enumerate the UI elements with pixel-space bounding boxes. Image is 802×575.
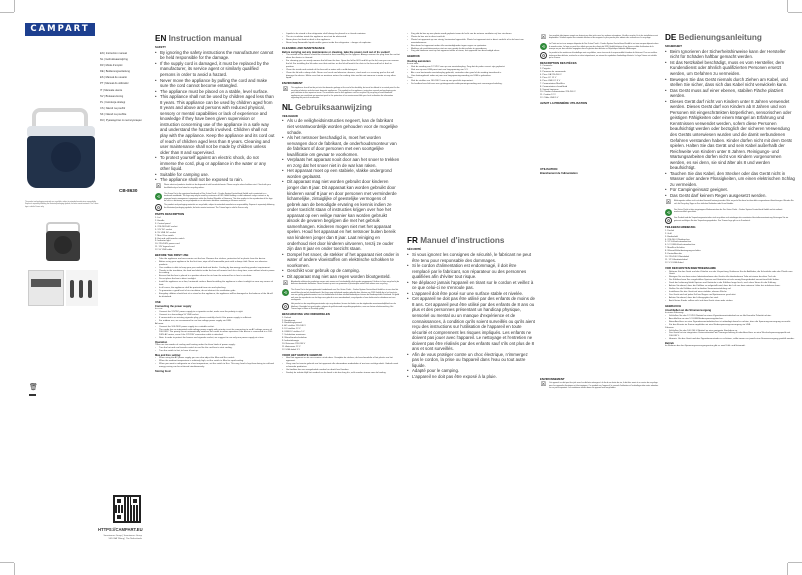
control-panel-image [28,270,64,306]
nl-continued-section: • Zorg dat de box op een plaats wordt geplaatst waar de lucht van de externe ventilator vrij kan circuleren. • Plaats de box niet in direct zonlicht. • Plaats het apparaat op een stevig, horizontaal oppervlak. Plaats het apparaat niet in direct zonlicht of in de buurt van warmtebronnen. • Bescherm het apparaat onder alle omstandigheden tegen regen en spatwater. • Blokkeer de ventilatieroosters niet om een goede luchtcirculatie te garanderen. • Zorg dat kinderen nooit op het apparaat zitten of staan; het apparaat kan beschadigd raken. GEBRUIK Voeding aansluiten In een auto: • Sluit de voeding van 12 V/DC aan op een aanstekerplug. Zorg dat de polen correct zijn geplaatst. • Sluit aan op een USB-poort met een laagspanning van 5 V. • Als u een bestaande aanstekerplug gebruikt, controleer dan goed of de voeding toereikend is. • Voor buitengebruik raden wij aan een laagspanningsvoeding via USB te gebruiken. Thuis: • Sluit de stekker van 100-240 V aan op een geschikt stopcontact. • De koelbox beschikt over een geïntegreerde multispanningsvoeding met voorrangsschakeling. FR Manuel d'instructions SÉCURITÉ • Si vous ignorez les consignes de sécurité, le fabricant ne peut être tenu pour responsable des dommages. • Si le cordon d'alimentation est endommagé, il doit être remplacé par le fabricant, son réparateur ou des personnes qualifiées afin d'éviter tout risque. • Ne déplacez jamais l'appareil en tirant sur le cordon et veillez à ce que celui-ci ne s'enroule pas. • L'appareil doit être posé sur une surface stable et nivelée. • Cet appareil ne doit pas être utilisé par des enfants de moins de 8 ans. Cet appareil peut être utilisé par des enfants de 8 ans ou plus et des personnes présentant un handicap physique, sensoriel ou mental ou un manque d'expérience et de connaissances, à condition qu'ils soient surveillés ou qu'ils aient reçu des instructions sur l'utilisation de l'appareil en toute sécurité et comprennent les risques impliqués. Les enfants ne doivent pas jouer avec l'appareil. Le nettoyage et l'entretien ne doivent pas être réalisés par des enfants sauf s'ils ont plus de 8 ans et sont surveillés. • Afin de vous protéger contre un choc électrique, n'immergez pas le cordon, la prise ou l'appareil dans l'eau ou tout autre liquide. • Adapté pour le camping. • L'appareil ne doit pas être exposé à la pluie. [407,33,535,380]
language-item: CS | Návod na použití [100,106,126,110]
weee-bin-icon: ☒ [282,87,289,94]
green-dot-icon: ⟲ [541,44,546,49]
cleaning-heading: CLEANING AND MAINTENANCE [282,45,325,50]
crop-mark [788,562,802,563]
fr-safety-list: • Si vous ignorez les consignes de sécurité, le fabricant ne peut être tenu pour responsable des dommages. • Si le cordon d'alimentation est endommagé, il doit être remplacé par le fabricant, son réparateur ou des personnes qualifiées afin d'éviter tout risque. • Ne déplacez jamais l'appareil en tirant sur le cordon et veillez à ce que celui-ci ne s'enroule pas. • L'appareil doit être posé sur une surface stable et nivelée. • Cet appareil ne doit pas être utilisé par des enfants de moins de 8 ans. Cet appareil peut être utilisé par des enfants de 8 ans ou plus et des personnes présentant un handicap physique, sensoriel ou mental ou un manque d'expérience et de connaissances, à condition qu'ils soient surveillés ou qu'ils aient reçu des instructions sur l'utilisation de l'appareil en toute sécurité et comprennent les risques impliqués. Les enfants ne doivent pas jouer avec l'appareil. Le nettoyage et l'entretien ne doivent pas être réalisés par des enfants sauf s'ils ont plus de 8 ans et sont surveillés. • Afin de vous protéger contre un choc électrique, n'immergez pas le cordon, la prise ou l'appareil dans l'eau ou tout autre liquide. • Adapté pour le camping. • L'appareil ne doit pas être exposé à la pluie. [407,252,535,380]
triman-icon: ♻ [541,53,546,58]
green-dot-icon: ⟲ [156,193,161,199]
environment-heading: ENVIRONMENT [282,81,303,86]
language-item: PL | Instrukcja obsługi [100,100,126,104]
weee-bin-icon: ☒ [155,184,162,191]
weee-bin-icon: ☒ [665,200,672,207]
safety-heading: SAFETY [155,45,167,49]
weee-note: ☒ Waste electrical products should not be disposed of with household waste. Please recycle where facilities exist. Check with your local Authority or local store for recycling advice. [155,184,271,191]
weee-bin-icon: ☒ [540,382,547,389]
language-item: SV | Bruksanvisning [100,94,124,98]
recycle-note: ♻ The product and packaging materials are recyclable, subject to extended manufacturer responsibility. Dispose it separately following the illustrated packaging symbols, for better waste treatment. The Triman logo is valid in France only. [156,204,275,211]
use-heading: USE [155,299,161,304]
cables-image [66,270,98,306]
crop-mark [788,12,802,13]
crop-mark [787,563,788,575]
de-safety-list: • Beim Ignorieren der Sicherheitshinweise kann der Hersteller nicht für Schäden haftbar gemacht werden. • Ist das Netzkabel beschädigt, muss es vom Hersteller, dem Kundendienst oder ähnlich qualifizierten Personen ersetzt werden, um Gefahren zu vermeiden. • Bewegen Sie das Gerät niemals durch Ziehen am Kabel, und stellen Sie sicher, dass sich das Kabel nicht verwickeln kann. • Das Gerät muss auf einer ebenen, stabilen Fläche platziert werden. • Dieses Gerät darf nicht von Kindern unter 8 Jahren verwendet werden. Dieses Gerät darf von Kindern ab 8 Jahren und von Personen mit eingeschränkten körperlichen, sensorischen oder geistigen Fähigkeiten oder einem Mangel an Erfahrung und Kenntnissen verwendet werden, sofern diese Personen beaufsichtigt werden oder bezüglich der sicheren Verwendung des Geräts unterwiesen wurden und die damit verbundenen Gefahren verstanden haben. Kinder dürfen nicht mit dem Gerät spielen. Halten Sie das Gerät und sein Kabel außerhalb der Reichweite von Kindern unter 8 Jahren. Reinigungs- und Wartungsarbeiten dürfen nicht von Kindern vorgenommen werden, es sei denn, sie sind älter als 8 und werden beaufsichtigt. • Tauchen Sie das Kabel, den Stecker oder das Gerät nicht in Wasser oder andere Flüssigkeiten, um einen elektrischen Schlag zu vermeiden. • Für Campingeinsatz geeignet. • Das Gerät darf keinem Regen ausgesetzt werden. [665,49,795,199]
crop-mark [787,0,788,12]
campart-logo: CAMPART [25,23,95,36]
company-address: Smartwares Group | Smartwares Group 5014 BA Tilburg | The Netherlands [103,535,142,541]
language-item: NL | Gebruiksaanwijzing [100,58,128,62]
model-number: CB-8630 [119,188,138,193]
qr-code[interactable] [113,495,141,523]
safety-list: • By ignoring the safety instructions the manufacturer cannot be held responsible for the damage. • If the supply cord is damaged, it must be replaced by the manufacturer, its service agent or similarly qualified persons in order to avoid a hazard. • Never move the appliance by pulling the cord and make sure the cord cannot become entangled. • The appliance must be placed on a stable, level surface. • This appliance shall not be used by children aged less than 8 years. This appliance can be used by children aged from 8 years and above and persons with reduced physical, sensory or mental capabilities or lack of experience and knowledge if they have been given supervision or instruction concerning use of the appliance in a safe way and understand the hazards involved. Children shall not play with the appliance. Keep the appliance and its cord out of reach of children aged less than 8 years. Cleaning and user maintenance shall not be made by children unless older than 8 and supervised. • To protect yourself against an electric shock, do not immerse the cord, plug or appliance in the water or any other liquid. • Suitable for camping use. • The appliance shall not be exposed to rain. [155,50,275,183]
language-item: EN | Instruction manual [100,52,127,55]
fr-continued-section: ☒ Les produits électriques usagés ne doivent pas être jetés avec les ordures ménagères. Veuillez recycler là où les installations sont disponibles. Vérifiez auprès des autorités locales ou du magasin le plus proche pour obtenir des conseils sur le recyclage. ⟲ Le Point vert est une marque déposée de Der Grüne Punkt – Duales System Deutschland GmbH et est une marque déposée dans le monde entier. Le logo ne peut être utilisé que par des clients de DSD GmbH titulaires d'une licence valide d'utilisation de la marque ou par des sociétés engagées dans la gestion des déchets en République fédérale d'Allemagne. ♻ Le produit et les matériaux d'emballage sont recyclables, sous réserve de la responsabilité étendue du fabricant. Pour un meilleur traitement des déchets, mettez-le au rebut séparément, en suivant les symboles d'emballage illustrés. Le logo Triman est valable qu'en France. DESCRIPTION DES PIÈCES 1. Couvercle 2. Poignée 3. Panneau de commande 4. Prise CA 220-240 V 5. Prise CC 12 V 6. Prise USB CC 5 V 7. Commutateur Max/Eco 8. Commutateur chaud/froid 9. Voyant lumineux 10. Cordon d'alimentation 220-240 V 11. Cordon 12 V 12. Câble USB 5 V AVANT LA PREMIÈRE UTILISATION UTILISATION Branchement de l'alimentation ENVIRONNEMENT ☒ Cet appareil ne doit pas être jeté avec les déchets ménagers à la fin de sa durée de vie, il doit être remis à un centre de recyclage pour les appareils électriques et électroniques. Ce symbole sur l'appareil, le manuel d'utilisation et l'emballage attire votre attention sur ce point important. Les matériaux utilisés dans cet appareil sont recyclables. [540,34,659,390]
language-item: DE | Bedienungsanleitung [100,70,130,74]
en-continued-section: • Liquids to be stored in the refrigerator shall always be placed in a closed container. • The air circulation inside the appliance must not be obstructed. • Never place hot food or drink in the appliance. • Never keep flammable liquids and/or gases inside the refrigerator – danger of explosion. CLEANING AND MAINTENANCE Before carrying out any maintenance or cleaning, take the power cord out of its socket! • The outside of the device should be cleaned at least monthly for the hygiene. Always remove the plug from the socket when the device is cleaned. • For cleaning you can easily remove the lid from the box. Open the lid for 60% and lift up the lid, now you can remove the lid. For installing the lid make sure that notches on the lid will match the slots in the box and lock it back in position. • Clean the inside and outside of the box with a water with a mild detergent. • Clean the lid with a damp cloth. Never use harsh and abrasive cleaners, steel wool or a scouring pad as this will damage the device. Make sure that no moisture enters the cooling slots and do not immerse in water or any other liquid. ENVIRONMENT ☒ This appliance should not be put into the domestic garbage at the end of its durability, but must be offered at a central point for the recycling of electric and electronic domestic appliances. This symbol on the appliance, instruction manual and packaging puts your attention to this important issue. The materials used in this appliance can be recycled. By recycling of used domestic appliances you contribute an important push to the protection of our environment. Ask your local authorities for information regarding the point of recollection. NL Gebruiksaanwijzing VEILIGHEID • Als u de veiligheidsinstructies negeert, kan de fabrikant niet verantwoordelijk worden gehouden voor de mogelijke schade. • Als het netsnoer beschadigd is, moet het worden vervangen door de fabrikant, de onderhoudsmonteur van de fabrikant of door personen met een soortgelijke kwalificatie om gevaar te voorkomen. • Verplaats het apparaat nooit door aan het snoer te trekken en zorg dat het snoer niet in de war kan raken. • Het apparaat moet op een stabiele, vlakke ondergrond worden geplaatst. • Dit apparaat mag niet worden gebruikt door kinderen jonger dan 8 jaar. Dit apparaat kan worden gebruikt door kinderen vanaf 8 jaar en door personen met verminderde lichamelijke, zintuiglijke of geestelijke vermogens of gebrek aan de benodigde ervaring en kennis indien ze onder toezicht staan of instructies krijgen over hoe het apparaat op een veilige manier kan worden gebruikt alsook de gevaren begrijpen die met het gebruik samenhangen. Kinderen mogen niet met het apparaat spelen. Houd het apparaat en het netsnoer buiten bereik van kinderen jonger dan 8 jaar. Laat reiniging en onderhoud niet door kinderen uitvoeren, tenzij ze ouder zijn dan 8 jaar en onder toezicht staan. • Dompel het snoer, de stekker of het apparaat niet onder in water of andere vloeistoffen om elektrische schokken te voorkomen. • Geschikt voor gebruik op de camping. • Dit apparaat mag niet aan regen worden blootgesteld. ☒ Afgedankte elektrische producten mogen niet samen met huishoudelijk afval worden weggegooid. Gelieve te laten recyclen bij de daarvoor bestemde faciliteiten. Neem contact op met uw gemeente of plaatselijke winkel voor advies over recycling. ⟲ The Green Dot is het geregistreerde handelsmerk van Der Grüne Punkt – Duales System Deutschland GmbH en is over heel de wereld beschermd als handelsmerk. Het logo mag uitsluitend worden gebruikt door klanten van DSD GmbH die in het bezit zijn van een geldig gebruikscontract van het handelsmerk of door afvalbeheerbedrijven binnen de Bondsrepubliek Duitsland. Dit geldt ook voor de reproductie van het logo voor gebruik in een woordenboek, encyclopedie of een elektronische database met een naslagwerk. ♻ Het product en de verpakkingsmaterialen zijn recycleerbaar, binnen het kader van de uitgebreide verantwoordelijkheid van de fabrikant. Verwijder het gescheiden, volgens de geïllustreerde verpakkingssymbolen, voor een betere afvalverwerking. Het Triman-logo is alleen in Frankrijk geldig. BESCHRIJVING VAN ONDERDELEN 1. Deksel 2. Handgreep 3. Bedieningspaneel 4. AC-stekker 220-240 V 5. DC-stekker 12 V 6. USB-DC-stekker 5 V 7. Schakelaar maximum 8. Warm/koud-schakelaar 9. Indicatielampje 10. Netsnoer 220-240 V 11. Autosnoer 12 V 12. USB-kabel 5 V VOOR HET EERSTE GEBRUIK • Haal het apparaat en de accessoires uit de doos. Verwijder de stickers, de beschermfolie of het plastic van het apparaat. • Veeg voor het eerste gebruik van het apparaat alle afneembare onderdelen af met een vochtige doek. Gebruik nooit schurende producten. • Uw koelbox kan uw voorgekoelde voedsel en drank koel houden. • Dankzij de isolatie blijft het voedsel en de drank in de box lang fris, zelfs zonder stroom voor de koeling. [282,33,400,375]
section-title-fr: FR Manuel d'instructions [407,236,505,246]
weee-bin-icon: ☒ [282,280,289,287]
en-section: EN Instruction manual SAFETY • By ignoring the safety instructions the manufacturer cannot be held responsible for the damage. • If the supply cord is damaged, it must be replaced by the manufacturer, its service agent or similarly qualified persons in order to avoid a hazard. • Never move the appliance by pulling the cord and make sure the cord cannot become entangled. • The appliance must be placed on a stable, level surface. • This appliance shall not be used by children aged less than 8 years. This appliance can be used by children aged from 8 years and above and persons with reduced physical, sensory or mental capabilities or lack of experience and knowledge if they have been given supervision or instruction concerning use of the appliance in a safe way and understand the hazards involved. Children shall not play with the appliance. Keep the appliance and its cord out of reach of children aged less than 8 years. Cleaning and user maintenance shall not be made by children unless older than 8 and supervised. • To protect yourself against an electric shock, do not immerse the cord, plug or appliance in the water or any other liquid. • Suitable for camping use. • The appliance shall not be exposed to rain. ☒ Waste electrical products should not be disposed of with household waste. Please recycle where facilities exist. Check with your local Authority or local store for recycling advice. ⟲ The Green Dot is the registered trademark of Der Grüne Punkt – Duales System Deutschland GmbH and is protected as a trademark worldwide. The logo may only be used by customers of DSD GmbH holding a valid trademark usage contract or by engaged waste management companies within the Federal Republic of Germany. This also applies to the reproduction of the logo for use in a dictionary, an encyclopaedia or an electronic database containing a reference manual. ♻ The product and packaging materials are recyclable, subject to extended manufacturer responsibility. Dispose it separately following the illustrated packaging symbols, for better waste treatment. The Triman logo is valid in France only. PARTS DESCRIPTION 1. Lid 2. Handle 3. Control panel 4. 220-240V AC socket 5. 12V DC socket 6. 5V USB DC socket 7. Max / Eco switch 8. Hot and cold transfer switch 9. Indicator light 10. 220-240V power cord 11. 12V legend cord 12. 5V USB cable BEFORE THE FIRST USE • Take the appliance and accessories out the box. Remove the stickers, protective foil or plastic from the device. • Before using your appliance for the first time, wipe off all removable parts with a damp cloth. Never use abrasive products. • Your coolbox is able to keep your pre-cooled food and drinks. Cooling by low-energy reaching product requirement. • Thanks to the insulation, the food and drinks inside the box will remain fresh for a long time, even without electric power for cooling. • Ensure that the box is placed in a position where the air from the external fan is free to circulate. • Do not place the box in direct sunlight. • Install the appliance on a firm, horizontal surface. Avoid installing the appliance in direct sunlight or near any source of heat. • In all cases, the appliance shall be protected from rain and splashing. • To guarantee a good level of air circulation, do not obstruct the ventilation grids. • Everyday children should not sit or stand on the appliance, the appliance will be damaged or the balance of the lid will be disturbed. USE Connecting the power supply In a car: • Connect the 12V/DC power supply to a cigarette socket, make sure the polarity is right. • Connect to a low-voltage 5V USB socket. • If connected to an existing cigarette plug, please carefully check if the power supply is sufficient. • For outdoor use, we recommend to use low voltage power supply via USB. At home: • Connect the 100-240V power supply to a suitable socket. • The cooler has an integrated multi-voltage power supply with priority circuit for connecting to an AC voltage source of 100-240V. The priority circuit automatically switches the cooler to mains operation if the device is connected to a 100-240V AC mains, even if the 12V/24V connection cable is attached. • Note: In order to protect the freezer and cigarette socket, we suggest to use only one power supply at a time. Operation There are two modes of cooling and heating under the three kinds of power supply: • Turn the hot and cool transfer switch to cool for the cool box to start cooling. • Turn the switch to hot, to have it heat up. Max and Eco setting: • When using the AC power supply you can also adjust the Max and Eco switch. • When the ambient temperature is relatively high, set the switch to Max for rapid cooling. • When you want to refrigerate on a low temperature, set the switch to Eco. This way, food is kept from being to cold and energy saving can be achieved simultaneously. Storing food [155,34,275,373]
triman-icon: ♻ [283,304,288,310]
green-dot-icon: ⟲ [666,209,671,215]
language-item: FR | Mode d'emploi [100,64,123,68]
language-list [100,51,150,124]
before-first-use-heading: BEFORE THE FIRST USE [155,253,189,258]
triman-icon: ♻ [156,205,161,211]
green-dot-note: ⟲ The Green Dot is the registered trademark of Der Grüne Punkt – Duales System Deutschland GmbH and is protected as a trademark worldwide. The logo may only be used by customers of DSD GmbH holding a valid trademark usage contract or by engaged waste management companies within the Federal Republic of Germany. This also applies to the reproduction of the logo for use in a dictionary, an encyclopaedia or an electronic database containing a reference manual. [156,192,273,203]
nl-safety-list: • Als u de veiligheidsinstructies negeert, kan de fabrikant niet verantwoordelijk worden gehouden voor de mogelijke schade. • Als het netsnoer beschadigd is, moet het worden vervangen door de fabrikant, de onderhoudsmonteur van de fabrikant of door personen met een soortgelijke kwalificatie om gevaar te voorkomen. • Verplaats het apparaat nooit door aan het snoer te trekken en zorg dat het snoer niet in de war kan raken. • Het apparaat moet op een stabiele, vlakke ondergrond worden geplaatst. • Dit apparaat mag niet worden gebruikt door kinderen jonger dan 8 jaar. Dit apparaat kan worden gebruikt door kinderen vanaf 8 jaar en door personen met verminderde lichamelijke, zintuiglijke of geestelijke vermogens of gebrek aan de benodigde ervaring en kennis indien ze onder toezicht staan of instructies krijgen over hoe het apparaat op een veilige manier kan worden gebruikt alsook de gevaren begrijpen die met het gebruik samenhangen. Kinderen mogen niet met het apparaat spelen. Houd het apparaat en het netsnoer buiten bereik van kinderen jonger dan 8 jaar. Laat reiniging en onderhoud niet door kinderen uitvoeren, tenzij ze ouder zijn dan 8 jaar en onder toezicht staan. • Dompel het snoer, de stekker of het apparaat niet onder in water of andere vloeistoffen om elektrische schokken te voorkomen. • Geschikt voor gebruik op de camping. • Dit apparaat mag niet aan regen worden blootgesteld. [282,118,400,279]
parts-list: 1. Lid 2. Handle 3. Control panel 4. 220-240V AC socket 5. 12V DC socket 6. 5V USB DC socket 7. Max / Eco switch 8. Hot and cold transfer switch 9. Indicator light 10. 220-240V power cord 11. 12V legend cord 12. 5V USB cable [155,217,185,252]
language-item: SK | Návod na použitie [100,112,127,116]
before-first-use-list: • Take the appliance and accessories out the box. Remove the stickers, protective foil or plastic from the device. • Before using your appliance for the first time, wipe off all removable parts with a damp cloth. Never use abrasive products. • Your coolbox is able to keep your pre-cooled food and drinks. Cooling by low-energy reaching product requirement. • Thanks to the insulation, the food and drinks inside the box will remain fresh for a long time, even without electric power for cooling. • Ensure that the box is placed in a position where the air from the external fan is free to circulate. • Do not place the box in direct sunlight. • Install the appliance on a firm, horizontal surface. Avoid installing the appliance in direct sunlight or near any source of heat. • In all cases, the appliance shall be protected from rain and splashing. • To guarantee a good level of air circulation, do not obstruct the ventilation grids. • Everyday children should not sit or stand on the appliance, the appliance will be damaged or the balance of the lid will be disturbed. [155,258,275,299]
language-item: PT | Manual do utilizador [100,82,129,86]
product-diagram-image [40,222,90,262]
triman-icon: ♻ [666,218,671,224]
cover-panel [0,0,150,575]
website-url[interactable]: HTTPS://CAMPART.EU [98,527,143,532]
language-item: ES | Manual de usuario [100,76,127,80]
green-dot-icon: ⟲ [283,290,288,296]
cool-box-product-image [25,108,97,188]
weee-bin-icon: 🗑 [29,384,36,394]
language-item: IT | Manuale utente [100,88,123,92]
parts-heading: PARTS DESCRIPTION [155,212,185,217]
section-title-nl: NL Gebruiksaanwijzing [282,102,372,112]
de-section: DE Bedienungsanleitung SICHERHEIT • Beim Ignorieren der Sicherheitshinweise kann der Hersteller nicht für Schäden haftbar gemacht werden. • Ist das Netzkabel beschädigt, muss es vom Hersteller, dem Kundendienst oder ähnlich qualifizierten Personen ersetzt werden, um Gefahren zu vermeiden. • Bewegen Sie das Gerät niemals durch Ziehen am Kabel, und stellen Sie sicher, dass sich das Kabel nicht verwickeln kann. • Das Gerät muss auf einer ebenen, stabilen Fläche platziert werden. • Dieses Gerät darf nicht von Kindern unter 8 Jahren verwendet werden. Dieses Gerät darf von Kindern ab 8 Jahren und von Personen mit eingeschränkten körperlichen, sensorischen oder geistigen Fähigkeiten oder einem Mangel an Erfahrung und Kenntnissen verwendet werden, sofern diese Personen beaufsichtigt werden oder bezüglich der sicheren Verwendung des Geräts unterwiesen wurden und die damit verbundenen Gefahren verstanden haben. Kinder dürfen nicht mit dem Gerät spielen. Halten Sie das Gerät und sein Kabel außerhalb der Reichweite von Kindern unter 8 Jahren. Reinigungs- und Wartungsarbeiten dürfen nicht von Kindern vorgenommen werden, es sei denn, sie sind älter als 8 und werden beaufsichtigt. • Tauchen Sie das Kabel, den Stecker oder das Gerät nicht in Wasser oder andere Flüssigkeiten, um einen elektrischen Schlag zu vermeiden. • Für Campingeinsatz geeignet. • Das Gerät darf keinem Regen ausgesetzt werden. ☒ Elektrogeräte sollten nicht mit dem Hausmüll entsorgt werden. Bitte recyceln Sie diese bei den dafür vorgesehenen Einrichtungen. Wenden Sie sich für Recycling-Tipps an Ihre örtlichen Behörden oder Ihren Händler. ⟲ Der Grüne Punkt ist das eingetragene Markenzeichen der Der Grüne Punkt – Duales System Deutschland GmbH und ist weltweit markenrechtlich geschützt. ♻ Das Produkt und die Verpackungsmaterialien sind recyclebar und unterliegen der erweiterten Herstellerverantwortung. Entsorgen Sie sie getrennt und folgen Sie den Verpackungssymbolen. Das Triman-Logo gilt nur in Frankreich. TEILEBESCHREIBUNG 1. Deckel 2. Griff 3. Bedienfeld 4. 220-240 V-Netzbuchse 5. 12 V-Gleichstrombuchse 6. 5 V USB-Gleichstrombuchse 7. Max/Eco-Schalter 8. Wärme/Kälteübertragungsschalter 9. Kontrollleuchte 10. 220-240 V-Netzkabel 11. 12 V-Bordnetzkabel 12. 5 V USB-Kabel VOR DER ERSTEN INBETRIEBNAHME • Nehmen Sie das Gerät und das Zubehör aus der Verpackung. Entfernen Sie die Aufkleber, die Schutzfolie oder das Plastik vom Gerät. • Reinigen Sie vor dem ersten Inbetriebnehmen des Geräts alle abnehmbaren Teile mit einem feuchten Tuch ab. • Die Kühlbox kann Ihre vorgekühlten Speisen und Getränke mit sehr wenig Energiebedarf ausreichend kühl halten. • Dank der Isolierung bleibt Speisen und Getränke in der Kühlbox lange frisch, auch ohne Strom für die Kühlung. • Achten Sie darauf, dass die Kühlbox so aufgestellt wird, dass die Luft aus dem externen Lüfter frei zirkulieren kann. • Stellen Sie die Kühlbox nicht in direkter Sonneneinstrahlung auf. • Installieren Sie das Gerät auf einer stabilen, ebenen Fläche. • Das Gerät wird auf jeden Fall vor Regen und Spritzwasser geschützt. • Achten Sie darauf, dass die Lüftungsgitter frei sind. • Auch kleine Kinder sollten nicht auf dem Gerät sitzen oder stehen. GEBRAUCH Anschließen an die Stromversorgung In einem Fahrzeug: • Schließen Sie das 12 V/DC-Netzteil an einen Zigarettenanzünderbuchse an. Auf korrekte Polarität achten. • Anschließen an eine 5 V-USB-Niederspannungsbuchse. • Beim Anschluss an eine Zigarettenanzünderbuchse ist unbedingt darauf zu achten, dass die Spannungsversorgung ausreicht. • Für den Einsatz im Freien empfehlen wir eine Niederspannungsversorgung via USB. Zuhause: • Schließen Sie das 100-240 V-Netzteil an eine geeignete Steckdose an. • Das Gerät hat ein integriertes Universalnetzteil mit Vorrangschaltung für den Anschluss an eine Wechselspannungsquelle mit 100-240 V. • Hinweis: Um das Gerät und den Zigarettenanzünder zu schützen, sollte immer nur jeweils eine Stromversorgung gewählt werden. Betrieb Im Rahmen der drei Spannungsversorgungsarten gibt es zwei Kühl- und Heizmodi. [665,33,795,348]
weee-bin-icon: ☒ [540,34,547,41]
section-title-en: EN Instruction manual [155,34,242,43]
language-item: RU | Руководство по эксплуатации [100,119,142,123]
product-caption: The product and packaging materials are recyclable, subject to extended manufacturer responsibility. Dispose it separately following the illustrated packaging symbols, for better waste treatment. The Triman logo is valid in France only. [25,202,99,208]
section-title-de: DE Bedienungsanleitung [665,33,762,42]
